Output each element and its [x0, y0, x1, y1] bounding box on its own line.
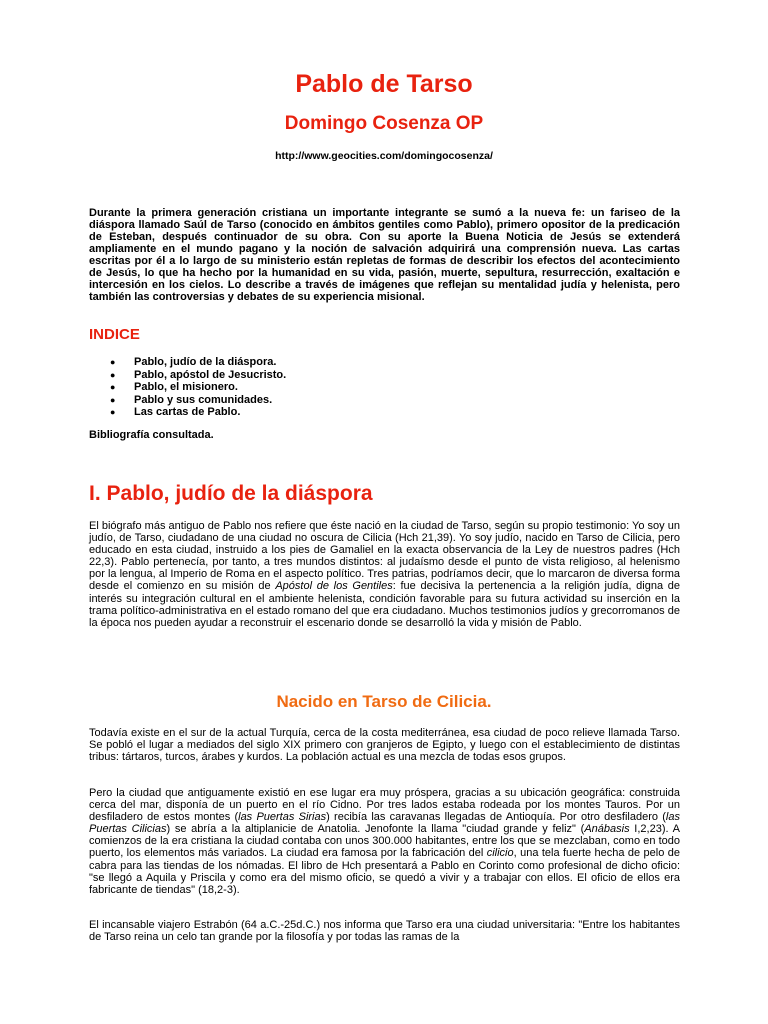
paragraph-text: ) se abría a la altiplanicie de Anatolia. Jenofonte la llama "ciudad grande y feliz" ( [166, 823, 585, 836]
subsection-heading: Nacido en Tarso de Cilicia. [276, 692, 492, 711]
paragraph-italic: las Puertas Cilicias [89, 811, 680, 836]
index-item [89, 381, 286, 394]
paragraph-text: : fue decisiva la pertenencia a la religión judía, digna de interés su integración cultural en el ambiente helenista, condición favorable para su futura actividad su inserción en la trama político-administrativa en el estado romano del que era ciudadano. Muchos testimonios judíos y grecorromanos de la época nos pueden ayudar a reconstruir el escenario donde se desarrolló la vida y misión de Pablo. [89, 580, 680, 629]
page-title: Pablo de Tarso [295, 70, 473, 98]
index-item [89, 394, 286, 407]
intro-paragraph: Durante la primera generación cristiana un importante integrante se sumó a la nueva fe: un fariseo de la diáspora llamado Saúl de Tarso (conocido en ámbitos gentiles como Pablo), primero opositor de la predicación de Esteban, después continuador de su obra. Con su aporte la Buena Noticia de Jesús se extenderá ampliamente en el mundo pagano y la noción de salvación adquirirá una comprensión nueva. Las cartas escritas por él a lo largo de su ministerio están repletas de formas de describir los efectos del acontecimiento de Jesús, lo que ha hecho por la humanidad en su vida, pasión, muerte, sepultura, resurrección, exaltación e intercesión en los cielos. Lo describe a través de imágenes que reflejan su mentalidad judía y helenista, pero también las controversias y debates de su experiencia misional. [89, 207, 680, 303]
index-item-label: Pablo, apóstol de Jesucristo. [134, 368, 287, 381]
paragraph-text: I,2,23). A comienzos de la era cristiana la ciudad contaba con unos 300.000 habitantes, entre los que se mezclaban, como en todo puerto, los elementos más variados. La ciudad era famosa por la fabricación del [89, 823, 680, 860]
bibliography-label: Bibliografía consultada. [89, 429, 214, 441]
index-item-label: Pablo, judío de la diáspora. [134, 356, 277, 368]
paragraph-text: Pero la ciudad que antiguamente existió en ese lugar era muy próspera, gracias a su ubicación geográfica: construida cerca del mar, disponía de un puerto en el río Cidno. Por tres lados estaba rodeada por los montes Tauros. Por un desfiladero de estos montes ( [89, 787, 680, 824]
bullet-icon: ● [110, 407, 116, 418]
section-paragraph [89, 520, 680, 629]
paragraph-italic: Anábasis [584, 823, 630, 836]
index-list [89, 356, 286, 419]
paragraph-text: , una tela fuerte hecha de pelo de cabra para las tiendas de los nómadas. El libro de Hch presentará a Pablo en Corinto como profesional de dicho oficio: "se llegó a Aquila y Priscila y como era del mismo oficio, se quedó a vivir y a trabajar con ellos. El oficio de ellos era fabricante de tiendas" (18,2-3). [89, 847, 680, 896]
index-item [89, 356, 286, 369]
bullet-icon: ● [110, 382, 116, 393]
paragraph-italic: las Puertas Sirias [238, 811, 327, 824]
index-item [89, 406, 286, 419]
bullet-icon: ● [110, 357, 116, 367]
index-item-label: Pablo y sus comunidades. [134, 393, 273, 406]
subsection-paragraph: El incansable viajero Estrabón (64 a.C.-25d.C.) nos informa que Tarso era una ciudad universitaria: "Entre los habitantes de Tarso reina un celo tan grande por la filosofía y por todas las ramas de la [89, 919, 680, 944]
author-name: Domingo Cosenza OP [284, 113, 484, 134]
index-item-label: Las cartas de Pablo. [134, 406, 241, 419]
author-url: http://www.geocities.com/domingocosenza/ [275, 150, 493, 162]
index-heading: INDICE [89, 326, 140, 343]
index-item [89, 369, 286, 382]
paragraph-italic: cilicio [486, 847, 514, 860]
subsection-paragraph: Todavía existe en el sur de la actual Turquía, cerca de la costa mediterránea, esa ciudad de poco relieve llamada Tarso. Se pobló el lugar a mediados del siglo XIX primero con granjeros de Egipto, y luego con el establecimiento de distintas tribus: tártaros, turcos, árabes y kurdos. La población actual es una mezcla de todas esos grupos. [89, 727, 680, 764]
index-item-label: Pablo, el misionero. [134, 381, 238, 394]
paragraph-text: ) recibía las caravanas llegadas de Antioquía. Por otro desfiladero ( [326, 811, 666, 824]
paragraph-italic: Apóstol de los Gentiles [275, 580, 393, 593]
bullet-icon: ● [110, 394, 116, 405]
section-heading: I. Pablo, judío de la diáspora [89, 482, 373, 505]
subsection-paragraph [89, 787, 680, 896]
bullet-icon: ● [110, 369, 116, 380]
paragraph-text: El biógrafo más antiguo de Pablo nos refiere que éste nació en la ciudad de Tarso, según su propio testimonio: Yo soy un judío, de Tarso, ciudadano de una ciudad no oscura de Cilicia (Hch 21,39). Yo soy judío, nacido en Tarso de Cilicia, pero educado en esta ciudad, instruido a los pies de Gamaliel en la exacta observancia de la Ley de nuestros padres (Hch 22,3). Pablo pertenecía, por tanto, a tres mundos distintos: al judaísmo desde el punto de vista religioso, al helenismo por la lengua, al Imperio de Roma en el aspecto político. Tres patrias, podríamos decir, que lo marcaron de diversa forma desde el comienzo en su misión de [89, 520, 680, 593]
